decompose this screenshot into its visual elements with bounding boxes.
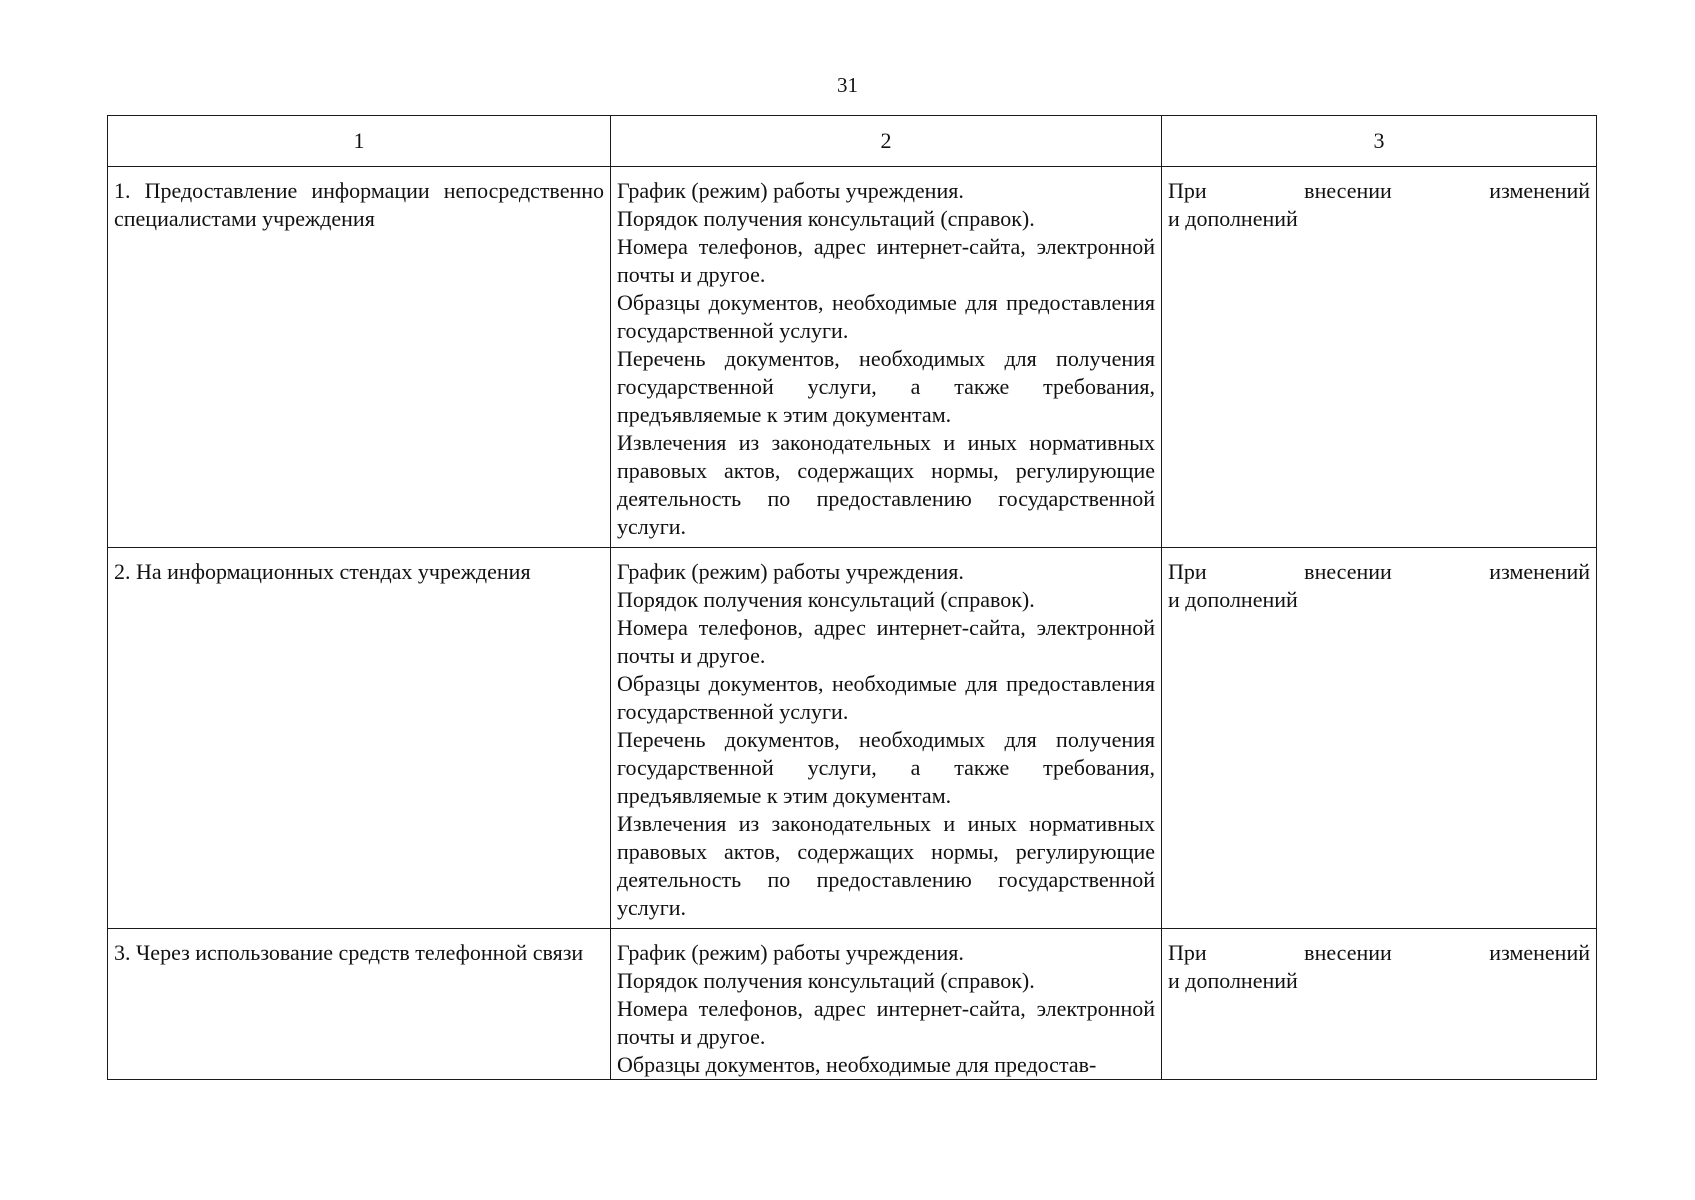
content-paragraph: Образцы документов, необходимые для предостав- [617, 1052, 1097, 1077]
content-cell [611, 167, 1162, 548]
method-cell [108, 929, 611, 1080]
column-header-2: 2 [611, 116, 1162, 167]
content-cell [611, 548, 1162, 929]
method-text: 2. На информационных стендах учреждения [114, 559, 531, 584]
method-cell [108, 167, 611, 548]
table-row [108, 548, 1597, 929]
content-paragraph: Образцы документов, необходимые для предоставления государственной услуги. [617, 290, 1155, 343]
method-text: 3. Через использование средств телефонной связи [114, 940, 584, 965]
content-paragraph: Номера телефонов, адрес интернет-сайта, электронной почты и другое. [617, 234, 1155, 287]
frequency-text-line2: и дополнений [1168, 206, 1298, 231]
table-row [108, 167, 1597, 548]
content-paragraph: Перечень документов, необходимых для получения государственной услуги, а также требования, предъявляемые к этим документам. [617, 346, 1155, 427]
content-paragraph: Извлечения из законодательных и иных нормативных правовых актов, содержащих нормы, регулирующие деятельность по предоставлению государственной услуги. [617, 430, 1155, 539]
content-paragraph: Порядок получения консультаций (справок). [617, 206, 1035, 231]
content-cell [611, 929, 1162, 1080]
frequency-cell [1162, 167, 1597, 548]
content-paragraph: График (режим) работы учреждения. [617, 940, 964, 965]
frequency-text-line2: и дополнений [1168, 968, 1298, 993]
frequency-text-line1: При внесении изменений [1168, 178, 1590, 203]
content-paragraph: График (режим) работы учреждения. [617, 178, 964, 203]
method-text: 1. Предоставление информации непосредственно специалистами учреждения [114, 178, 604, 231]
content-paragraph: Порядок получения консультаций (справок). [617, 587, 1035, 612]
method-cell [108, 548, 611, 929]
content-paragraph: Образцы документов, необходимые для предоставления государственной услуги. [617, 671, 1155, 724]
table-header-row [108, 116, 1597, 167]
content-paragraph: Перечень документов, необходимых для получения государственной услуги, а также требования, предъявляемые к этим документам. [617, 727, 1155, 808]
table-row [108, 929, 1597, 1080]
content-paragraph: Извлечения из законодательных и иных нормативных правовых актов, содержащих нормы, регулирующие деятельность по предоставлению государственной услуги. [617, 811, 1155, 920]
column-header-3: 3 [1162, 116, 1597, 167]
content-paragraph: Номера телефонов, адрес интернет-сайта, электронной почты и другое. [617, 996, 1155, 1049]
page-number: 31 [837, 73, 858, 97]
frequency-text-line1: При внесении изменений [1168, 940, 1590, 965]
information-table [107, 115, 1597, 1080]
content-paragraph: Порядок получения консультаций (справок). [617, 968, 1035, 993]
frequency-cell [1162, 929, 1597, 1080]
frequency-text-line2: и дополнений [1168, 587, 1298, 612]
content-paragraph: График (режим) работы учреждения. [617, 559, 964, 584]
frequency-cell [1162, 548, 1597, 929]
content-paragraph: Номера телефонов, адрес интернет-сайта, электронной почты и другое. [617, 615, 1155, 668]
column-header-1: 1 [108, 116, 611, 167]
frequency-text-line1: При внесении изменений [1168, 559, 1590, 584]
